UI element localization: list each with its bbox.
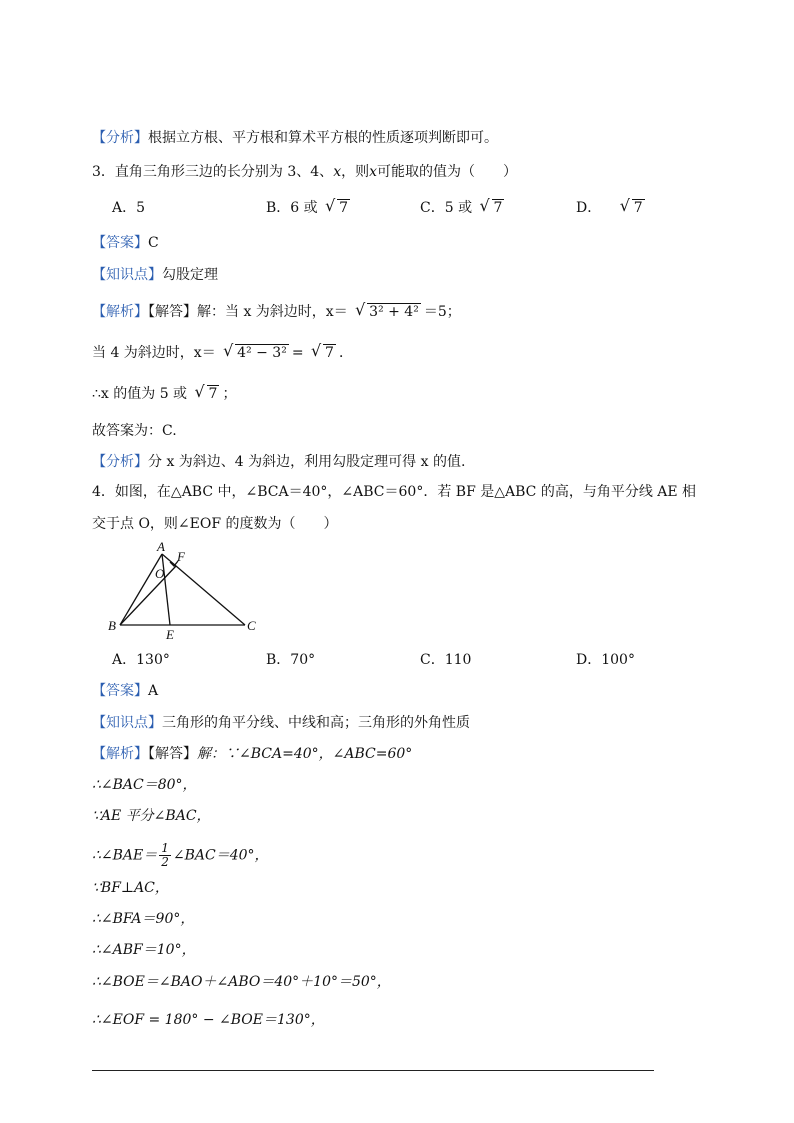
- q3-knowledge: [92, 265, 218, 285]
- q3-stem: [92, 162, 517, 182]
- solution-text: ∴x 的值为 5 或: [92, 386, 188, 402]
- label-a: A: [157, 540, 165, 554]
- knowledge-text: 三角形的角平分线、中线和高；三角形的外角性质: [162, 715, 470, 731]
- option-letter: B．: [266, 200, 291, 216]
- solution-text: 解：当 x 为斜边时，x＝: [197, 304, 348, 320]
- q3-analysis: [92, 452, 465, 472]
- radicand: 7: [493, 200, 503, 216]
- sqrt-expression: [223, 343, 289, 363]
- option-text: 5: [136, 200, 146, 216]
- analysis-text: 根据立方根、平方根和算术平方根的性质逐项判断即可。: [148, 130, 498, 146]
- radicand: 7: [339, 200, 349, 216]
- q3-option-d: [576, 198, 648, 218]
- sqrt-expression: [480, 198, 505, 218]
- knowledge-tag: 【知识点】: [92, 715, 162, 731]
- solution-subtag: 【解答】: [148, 746, 197, 762]
- q3-stem-c: 可能取的值为（ ）: [377, 164, 517, 180]
- triangle-figure: [100, 540, 270, 645]
- footer-rule: [92, 1070, 654, 1071]
- option-letter: C．: [420, 652, 445, 668]
- solution-tag: 【解析】: [92, 746, 148, 762]
- q4-option-b: [266, 650, 315, 670]
- solution-tag: 【解析】: [92, 304, 148, 320]
- label-e: E: [166, 627, 174, 642]
- q4-solution-line-7: ∴∠ABF＝10°，: [92, 942, 196, 958]
- solution-text: ∴∠BAE＝: [92, 847, 158, 864]
- radicand: 7: [325, 345, 334, 361]
- fraction: [159, 842, 171, 869]
- radicand: 3² + 4²: [369, 304, 419, 320]
- q4-option-d: [576, 650, 635, 670]
- option-letter: A．: [112, 652, 137, 668]
- q4-knowledge: [92, 713, 470, 733]
- q4-stem-line-2: 交于点 O，则∠EOF 的度数为（ ）: [92, 516, 338, 532]
- label-b: B: [108, 618, 116, 633]
- q3-var-2: x: [369, 164, 377, 180]
- option-text: 100°: [601, 652, 635, 668]
- q3-answer: [92, 233, 159, 253]
- q3-stem-b: ，则: [341, 164, 370, 180]
- q3-option-b: [266, 198, 353, 218]
- q4-solution-line-1: [92, 744, 412, 764]
- knowledge-tag: 【知识点】: [92, 267, 162, 283]
- q4-solution-line-5: ∵BF⊥AC，: [92, 880, 169, 896]
- analysis-tag: 【分析】: [92, 454, 148, 470]
- solution-text: ；: [222, 386, 237, 402]
- equals-sign: =: [291, 345, 304, 361]
- answer-tag: 【答案】: [92, 683, 148, 699]
- label-f: F: [177, 549, 185, 564]
- sqrt-expression: [325, 198, 350, 218]
- q4-number: 4．: [92, 484, 115, 500]
- q3-option-c: [420, 198, 507, 218]
- q3-option-a: [112, 198, 145, 218]
- q3-solution-line-4: 故答案为：C.: [92, 423, 177, 439]
- option-text: 130°: [136, 652, 170, 668]
- q3-stem-a: 直角三角形三边的长分别为 3、4、: [114, 164, 334, 180]
- solution-text: 当 4 为斜边时，x＝: [92, 345, 216, 361]
- option-letter: D．: [576, 652, 602, 668]
- sqrt-expression: [311, 343, 336, 363]
- sqrt-expression: [355, 302, 421, 322]
- option-letter: C．: [420, 200, 445, 216]
- label-c: C: [247, 618, 256, 633]
- option-text: 5 或: [444, 200, 473, 216]
- prev-analysis-line: [92, 128, 498, 148]
- q4-solution-line-3: ∵AE 平分∠BAC，: [92, 808, 211, 824]
- q4-option-c: [420, 650, 471, 670]
- q4-solution-line-4: [92, 842, 269, 869]
- option-letter: A．: [112, 200, 137, 216]
- radicand: 7: [633, 200, 643, 216]
- solution-text: 解：∵∠BCA=40°，∠ABC=60°: [197, 746, 413, 762]
- bisector-ae: [162, 554, 170, 625]
- q3-solution-line-1: [92, 302, 461, 322]
- sqrt-expression: [620, 198, 645, 218]
- radicand: 7: [208, 386, 218, 402]
- q4-solution-line-2: ∴∠BAC＝80°，: [92, 777, 197, 793]
- solution-text: ＝5；: [423, 304, 461, 320]
- q4-solution-line-6: ∴∠BFA＝90°，: [92, 911, 195, 927]
- knowledge-text: 勾股定理: [162, 267, 218, 283]
- q3-var: x: [333, 164, 342, 180]
- solution-text: ．: [338, 345, 353, 361]
- label-o: O: [155, 566, 165, 581]
- q4-solution-line-9: ∴∠EOF = 180° − ∠BOE＝130°，: [92, 1012, 325, 1028]
- answer-value: C: [148, 235, 159, 251]
- q4-option-a: [112, 650, 170, 670]
- numerator: 1: [161, 841, 169, 855]
- radicand: 4² − 3²: [237, 345, 287, 361]
- q3-number: 3．: [92, 164, 115, 180]
- q4-stem-line-1: [92, 482, 696, 502]
- solution-text: ∠BAC＝40°，: [172, 847, 269, 864]
- q3-solution-line-3: [92, 384, 236, 404]
- option-letter: B．: [266, 652, 291, 668]
- analysis-text: 分 x 为斜边、4 为斜边，利用勾股定理可得 x 的值.: [148, 454, 466, 470]
- answer-value: A: [148, 683, 159, 699]
- option-text: 70°: [290, 652, 316, 668]
- q4-stem-text: 如图，在△ABC 中，∠BCA＝40°，∠ABC＝60°．若 BF 是△ABC 的高，与角平分线 AE 相: [114, 484, 697, 500]
- analysis-tag: 【分析】: [92, 130, 148, 146]
- option-text: 110: [444, 652, 472, 668]
- option-text: 6 或: [290, 200, 318, 216]
- option-letter: D．: [576, 200, 602, 216]
- q4-answer: [92, 681, 158, 701]
- answer-tag: 【答案】: [92, 235, 148, 251]
- sqrt-expression: [195, 384, 220, 404]
- denominator: 2: [161, 855, 169, 869]
- solution-subtag: 【解答】: [148, 304, 197, 320]
- side-ab: [120, 554, 162, 625]
- altitude-bf: [120, 566, 176, 625]
- q4-solution-line-8: ∴∠BOE＝∠BAO＋∠ABO＝40°＋10°＝50°，: [92, 974, 391, 990]
- q3-solution-line-2: [92, 343, 353, 363]
